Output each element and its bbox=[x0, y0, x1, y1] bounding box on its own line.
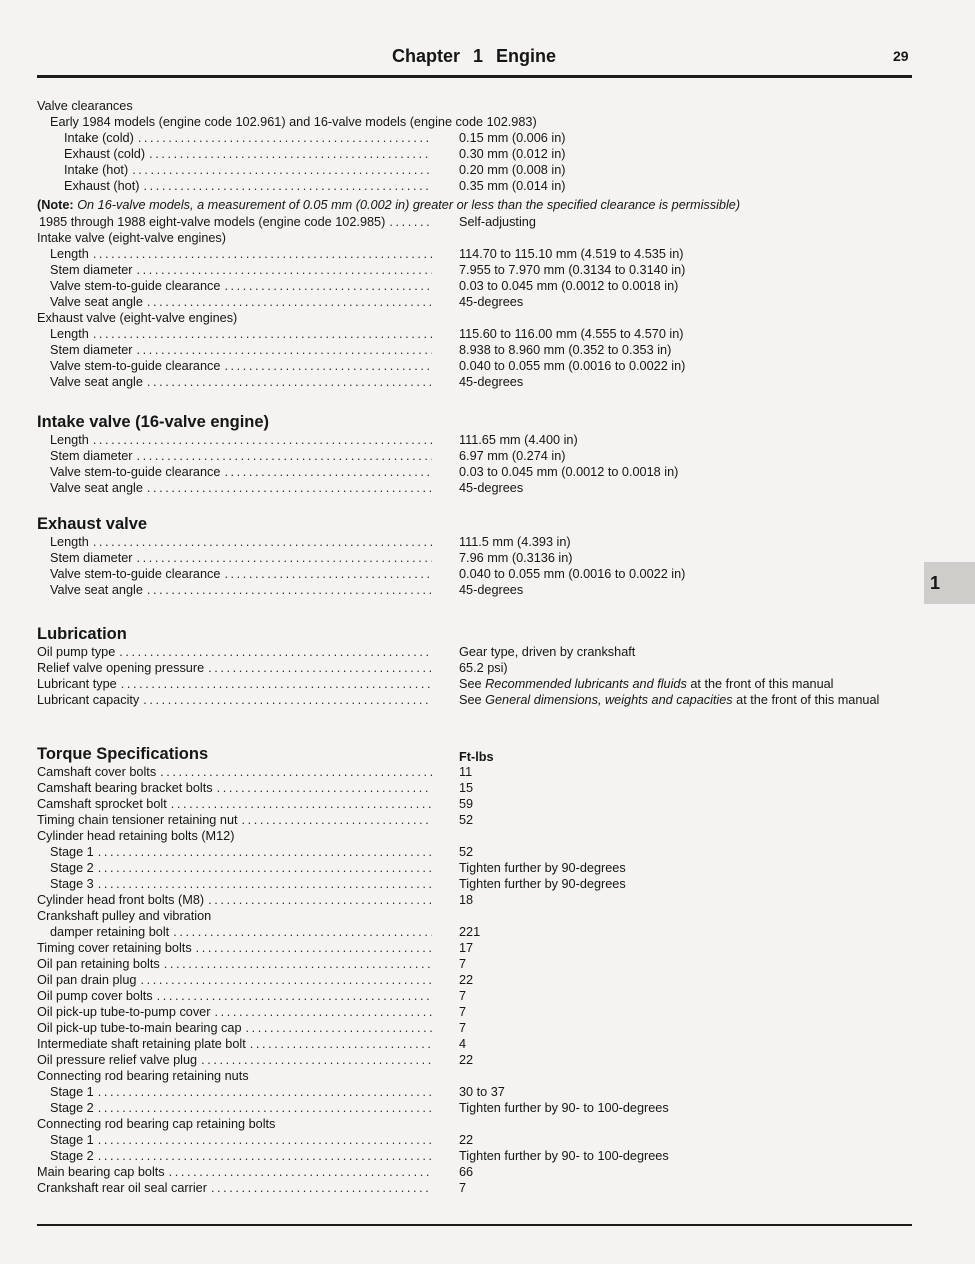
spec-label: Intake (hot) bbox=[64, 163, 129, 177]
spec-value: 115.60 to 116.00 mm (4.555 to 4.570 in) bbox=[459, 327, 684, 341]
spec-value: Tighten further by 90-degrees bbox=[459, 877, 626, 891]
spec-label: Length bbox=[50, 433, 89, 447]
spec-row bbox=[37, 956, 917, 972]
header-rule bbox=[37, 75, 912, 78]
spec-row bbox=[37, 644, 917, 660]
spec-value: 7 bbox=[459, 1021, 467, 1035]
spec-row bbox=[37, 1148, 917, 1164]
spec-label: Main bearing cap bolts bbox=[37, 1165, 165, 1179]
spec-row bbox=[37, 1132, 917, 1148]
spec-row bbox=[37, 582, 917, 598]
spec-value: 4 bbox=[459, 1037, 467, 1051]
spec-row bbox=[37, 764, 917, 780]
spec-label: Stage 3 bbox=[50, 877, 94, 891]
spec-label: Cylinder head front bolts (M8) bbox=[37, 893, 205, 907]
spec-row bbox=[37, 1052, 917, 1068]
spec-value: 22 bbox=[459, 1053, 474, 1067]
spec-row bbox=[37, 358, 917, 374]
spec-value: 8.938 to 8.960 mm (0.352 to 0.353 in) bbox=[459, 343, 672, 357]
spec-value: Tighten further by 90- to 100-degrees bbox=[459, 1149, 669, 1163]
spec-value: 15 bbox=[459, 781, 474, 795]
spec-value: 114.70 to 115.10 mm (4.519 to 4.535 in) bbox=[459, 247, 684, 261]
spec-label: Valve seat angle bbox=[50, 295, 143, 309]
spec-value: 7 bbox=[459, 957, 467, 971]
spec-value: See Recommended lubricants and fluids at the front of this manual bbox=[459, 677, 834, 691]
spec-row bbox=[37, 876, 917, 892]
spec-row bbox=[37, 214, 917, 230]
note bbox=[37, 196, 917, 214]
spec-value: 0.35 mm (0.014 in) bbox=[459, 179, 566, 193]
spec-label: Oil pick-up tube-to-main bearing cap bbox=[37, 1021, 242, 1035]
spec-row bbox=[37, 1084, 917, 1100]
reference-title: General dimensions, weights and capacities bbox=[485, 693, 733, 707]
unit-column-header: Ft-lbs bbox=[459, 750, 494, 764]
spec-label: Intermediate shaft retaining plate bolt bbox=[37, 1037, 246, 1051]
spec-label: Oil pick-up tube-to-pump cover bbox=[37, 1005, 211, 1019]
spec-value: 45-degrees bbox=[459, 295, 524, 309]
spec-label: Stage 1 bbox=[50, 845, 94, 859]
spec-row bbox=[37, 844, 917, 860]
spec-value: Self-adjusting bbox=[459, 215, 536, 229]
spec-label: Stage 1 bbox=[50, 1085, 94, 1099]
spec-value: 111.65 mm (4.400 in) bbox=[459, 433, 578, 447]
section-title: Exhaust valve bbox=[37, 515, 148, 533]
note-prefix: (Note: bbox=[37, 198, 74, 212]
spec-row bbox=[37, 972, 917, 988]
spec-value: 111.5 mm (4.393 in) bbox=[459, 535, 571, 549]
spec-row bbox=[37, 1004, 917, 1020]
spec-row bbox=[37, 812, 917, 828]
spec-label: Stage 1 bbox=[50, 1133, 94, 1147]
subsection-heading: Early 1984 models (engine code 102.961) and 16-valve models (engine code 102.983) bbox=[50, 115, 537, 129]
spec-value: 17 bbox=[459, 941, 474, 955]
spec-row bbox=[37, 294, 917, 310]
spec-value: 22 bbox=[459, 1133, 474, 1147]
spec-value: Tighten further by 90-degrees bbox=[459, 861, 626, 875]
spec-label: Lubricant capacity bbox=[37, 693, 140, 707]
spec-label: 1985 through 1988 eight-valve models (engine code 102.985) bbox=[39, 215, 386, 229]
section-heading: Exhaust valve (eight-valve engines) bbox=[37, 311, 238, 325]
spec-row bbox=[37, 448, 917, 464]
spec-label: Exhaust (hot) bbox=[64, 179, 140, 193]
spec-label: Length bbox=[50, 247, 89, 261]
spec-value: 0.15 mm (0.006 in) bbox=[459, 131, 566, 145]
spec-value: 66 bbox=[459, 1165, 474, 1179]
spec-label: Oil pan drain plug bbox=[37, 973, 137, 987]
spec-label: Stem diameter bbox=[50, 551, 133, 565]
spec-label: Stem diameter bbox=[50, 263, 133, 277]
torque-header bbox=[37, 742, 917, 764]
spec-label: Stem diameter bbox=[50, 343, 133, 357]
spec-value: 11 bbox=[459, 765, 473, 779]
spec-row bbox=[37, 342, 917, 358]
spec-label: Valve stem-to-guide clearance bbox=[50, 359, 221, 373]
spec-label: Valve seat angle bbox=[50, 583, 143, 597]
spec-label: Intake (cold) bbox=[64, 131, 134, 145]
spec-label: Exhaust (cold) bbox=[64, 147, 146, 161]
spec-value: 0.040 to 0.055 mm (0.0016 to 0.0022 in) bbox=[459, 567, 686, 581]
spec-value: 52 bbox=[459, 813, 474, 827]
spec-value: 0.20 mm (0.008 in) bbox=[459, 163, 566, 177]
spec-label: Oil pressure relief valve plug bbox=[37, 1053, 198, 1067]
spec-value: 52 bbox=[459, 845, 474, 859]
spec-row bbox=[37, 534, 917, 550]
spec-row bbox=[37, 860, 917, 876]
spec-value: 221 bbox=[459, 925, 481, 939]
spec-label: Oil pump cover bolts bbox=[37, 989, 153, 1003]
spec-value: 0.03 to 0.045 mm (0.0012 to 0.0018 in) bbox=[459, 465, 679, 479]
spec-value: 59 bbox=[459, 797, 474, 811]
spec-row bbox=[37, 892, 917, 908]
spec-row bbox=[37, 676, 917, 692]
spec-row bbox=[37, 464, 917, 480]
spec-row bbox=[37, 796, 917, 812]
section-title: Lubrication bbox=[37, 625, 127, 643]
spec-row bbox=[37, 550, 917, 566]
spec-row bbox=[37, 924, 917, 940]
reference-title: Recommended lubricants and fluids bbox=[485, 677, 687, 691]
spec-row bbox=[37, 780, 917, 796]
chapter-tab: 1 bbox=[924, 562, 975, 604]
spec-row bbox=[37, 1036, 917, 1052]
spec-value: 65.2 psi) bbox=[459, 661, 508, 675]
spec-row bbox=[37, 988, 917, 1004]
spec-row bbox=[37, 374, 917, 390]
spec-label: Stage 2 bbox=[50, 1149, 94, 1163]
spec-row bbox=[37, 566, 917, 582]
spec-row bbox=[37, 262, 917, 278]
spec-label: Stage 2 bbox=[50, 1101, 94, 1115]
note-text: On 16-valve models, a measurement of 0.05 mm (0.002 in) greater or less than the specified clearance is permissible) bbox=[77, 198, 741, 212]
spec-label: Camshaft sprocket bolt bbox=[37, 797, 167, 811]
section-title: Torque Specifications bbox=[37, 745, 209, 763]
page-title: Chapter 1 Engine bbox=[391, 46, 557, 66]
spec-value: 45-degrees bbox=[459, 583, 524, 597]
spec-label: Camshaft bearing bracket bolts bbox=[37, 781, 213, 795]
spec-label: Valve stem-to-guide clearance bbox=[50, 279, 221, 293]
spec-label: Timing cover retaining bolts bbox=[37, 941, 192, 955]
spec-label: damper retaining bolt bbox=[50, 925, 170, 939]
spec-value: 0.30 mm (0.012 in) bbox=[459, 147, 566, 161]
spec-label: Valve stem-to-guide clearance bbox=[50, 567, 221, 581]
spec-row bbox=[37, 246, 917, 262]
spec-label: Valve seat angle bbox=[50, 375, 143, 389]
section-heading: Valve clearances bbox=[37, 99, 133, 113]
spec-value: 22 bbox=[459, 973, 474, 987]
spec-label: Oil pan retaining bolts bbox=[37, 957, 160, 971]
footer-rule bbox=[37, 1224, 912, 1226]
spec-row bbox=[37, 278, 917, 294]
spec-content bbox=[37, 98, 917, 1196]
spec-row bbox=[37, 940, 917, 956]
spec-label: Timing chain tensioner retaining nut bbox=[37, 813, 238, 827]
group-heading: Crankshaft pulley and vibration bbox=[37, 909, 212, 923]
spec-row bbox=[37, 146, 917, 162]
spec-row bbox=[37, 660, 917, 676]
spec-row bbox=[37, 1020, 917, 1036]
spec-value: 45-degrees bbox=[459, 481, 524, 495]
spec-label: Valve stem-to-guide clearance bbox=[50, 465, 221, 479]
spec-value: 45-degrees bbox=[459, 375, 524, 389]
spec-row bbox=[37, 162, 917, 178]
section-title: Intake valve (16-valve engine) bbox=[37, 413, 270, 431]
spec-value: 7 bbox=[459, 1181, 467, 1195]
spec-value: See General dimensions, weights and capacities at the front of this manual bbox=[459, 693, 880, 707]
spec-label: Stage 2 bbox=[50, 861, 94, 875]
spec-value: 30 to 37 bbox=[459, 1085, 505, 1099]
spec-value: 18 bbox=[459, 893, 474, 907]
spec-value: 7.96 mm (0.3136 in) bbox=[459, 551, 573, 565]
spec-label: Crankshaft rear oil seal carrier bbox=[37, 1181, 207, 1195]
spec-value: 6.97 mm (0.274 in) bbox=[459, 449, 566, 463]
spec-row bbox=[37, 1164, 917, 1180]
spec-value: 7 bbox=[459, 1005, 467, 1019]
spec-label: Camshaft cover bolts bbox=[37, 765, 157, 779]
spec-row bbox=[37, 432, 917, 448]
spec-label: Length bbox=[50, 327, 89, 341]
spec-label: Oil pump type bbox=[37, 645, 116, 659]
spec-value: 7.955 to 7.970 mm (0.3134 to 0.3140 in) bbox=[459, 263, 686, 277]
spec-label: Length bbox=[50, 535, 89, 549]
spec-value: 7 bbox=[459, 989, 467, 1003]
spec-value: 0.040 to 0.055 mm (0.0016 to 0.0022 in) bbox=[459, 359, 686, 373]
group-heading: Cylinder head retaining bolts (M12) bbox=[37, 829, 235, 843]
spec-value: 0.03 to 0.045 mm (0.0012 to 0.0018 in) bbox=[459, 279, 679, 293]
spec-row bbox=[37, 1180, 917, 1196]
group-heading: Connecting rod bearing cap retaining bolts bbox=[37, 1117, 276, 1131]
spec-value: Tighten further by 90- to 100-degrees bbox=[459, 1101, 669, 1115]
spec-row bbox=[37, 130, 917, 146]
section-heading: Intake valve (eight-valve engines) bbox=[37, 231, 227, 245]
spec-row bbox=[37, 1100, 917, 1116]
spec-label: Lubricant type bbox=[37, 677, 117, 691]
spec-label: Relief valve opening pressure bbox=[37, 661, 205, 675]
spec-label: Stem diameter bbox=[50, 449, 133, 463]
page-number: 29 bbox=[893, 48, 909, 64]
group-heading: Connecting rod bearing retaining nuts bbox=[37, 1069, 249, 1083]
spec-row bbox=[37, 480, 917, 496]
spec-value: Gear type, driven by crankshaft bbox=[459, 645, 636, 659]
spec-label: Valve seat angle bbox=[50, 481, 143, 495]
spec-row bbox=[37, 692, 917, 708]
spec-row bbox=[37, 326, 917, 342]
spec-row bbox=[37, 178, 917, 194]
